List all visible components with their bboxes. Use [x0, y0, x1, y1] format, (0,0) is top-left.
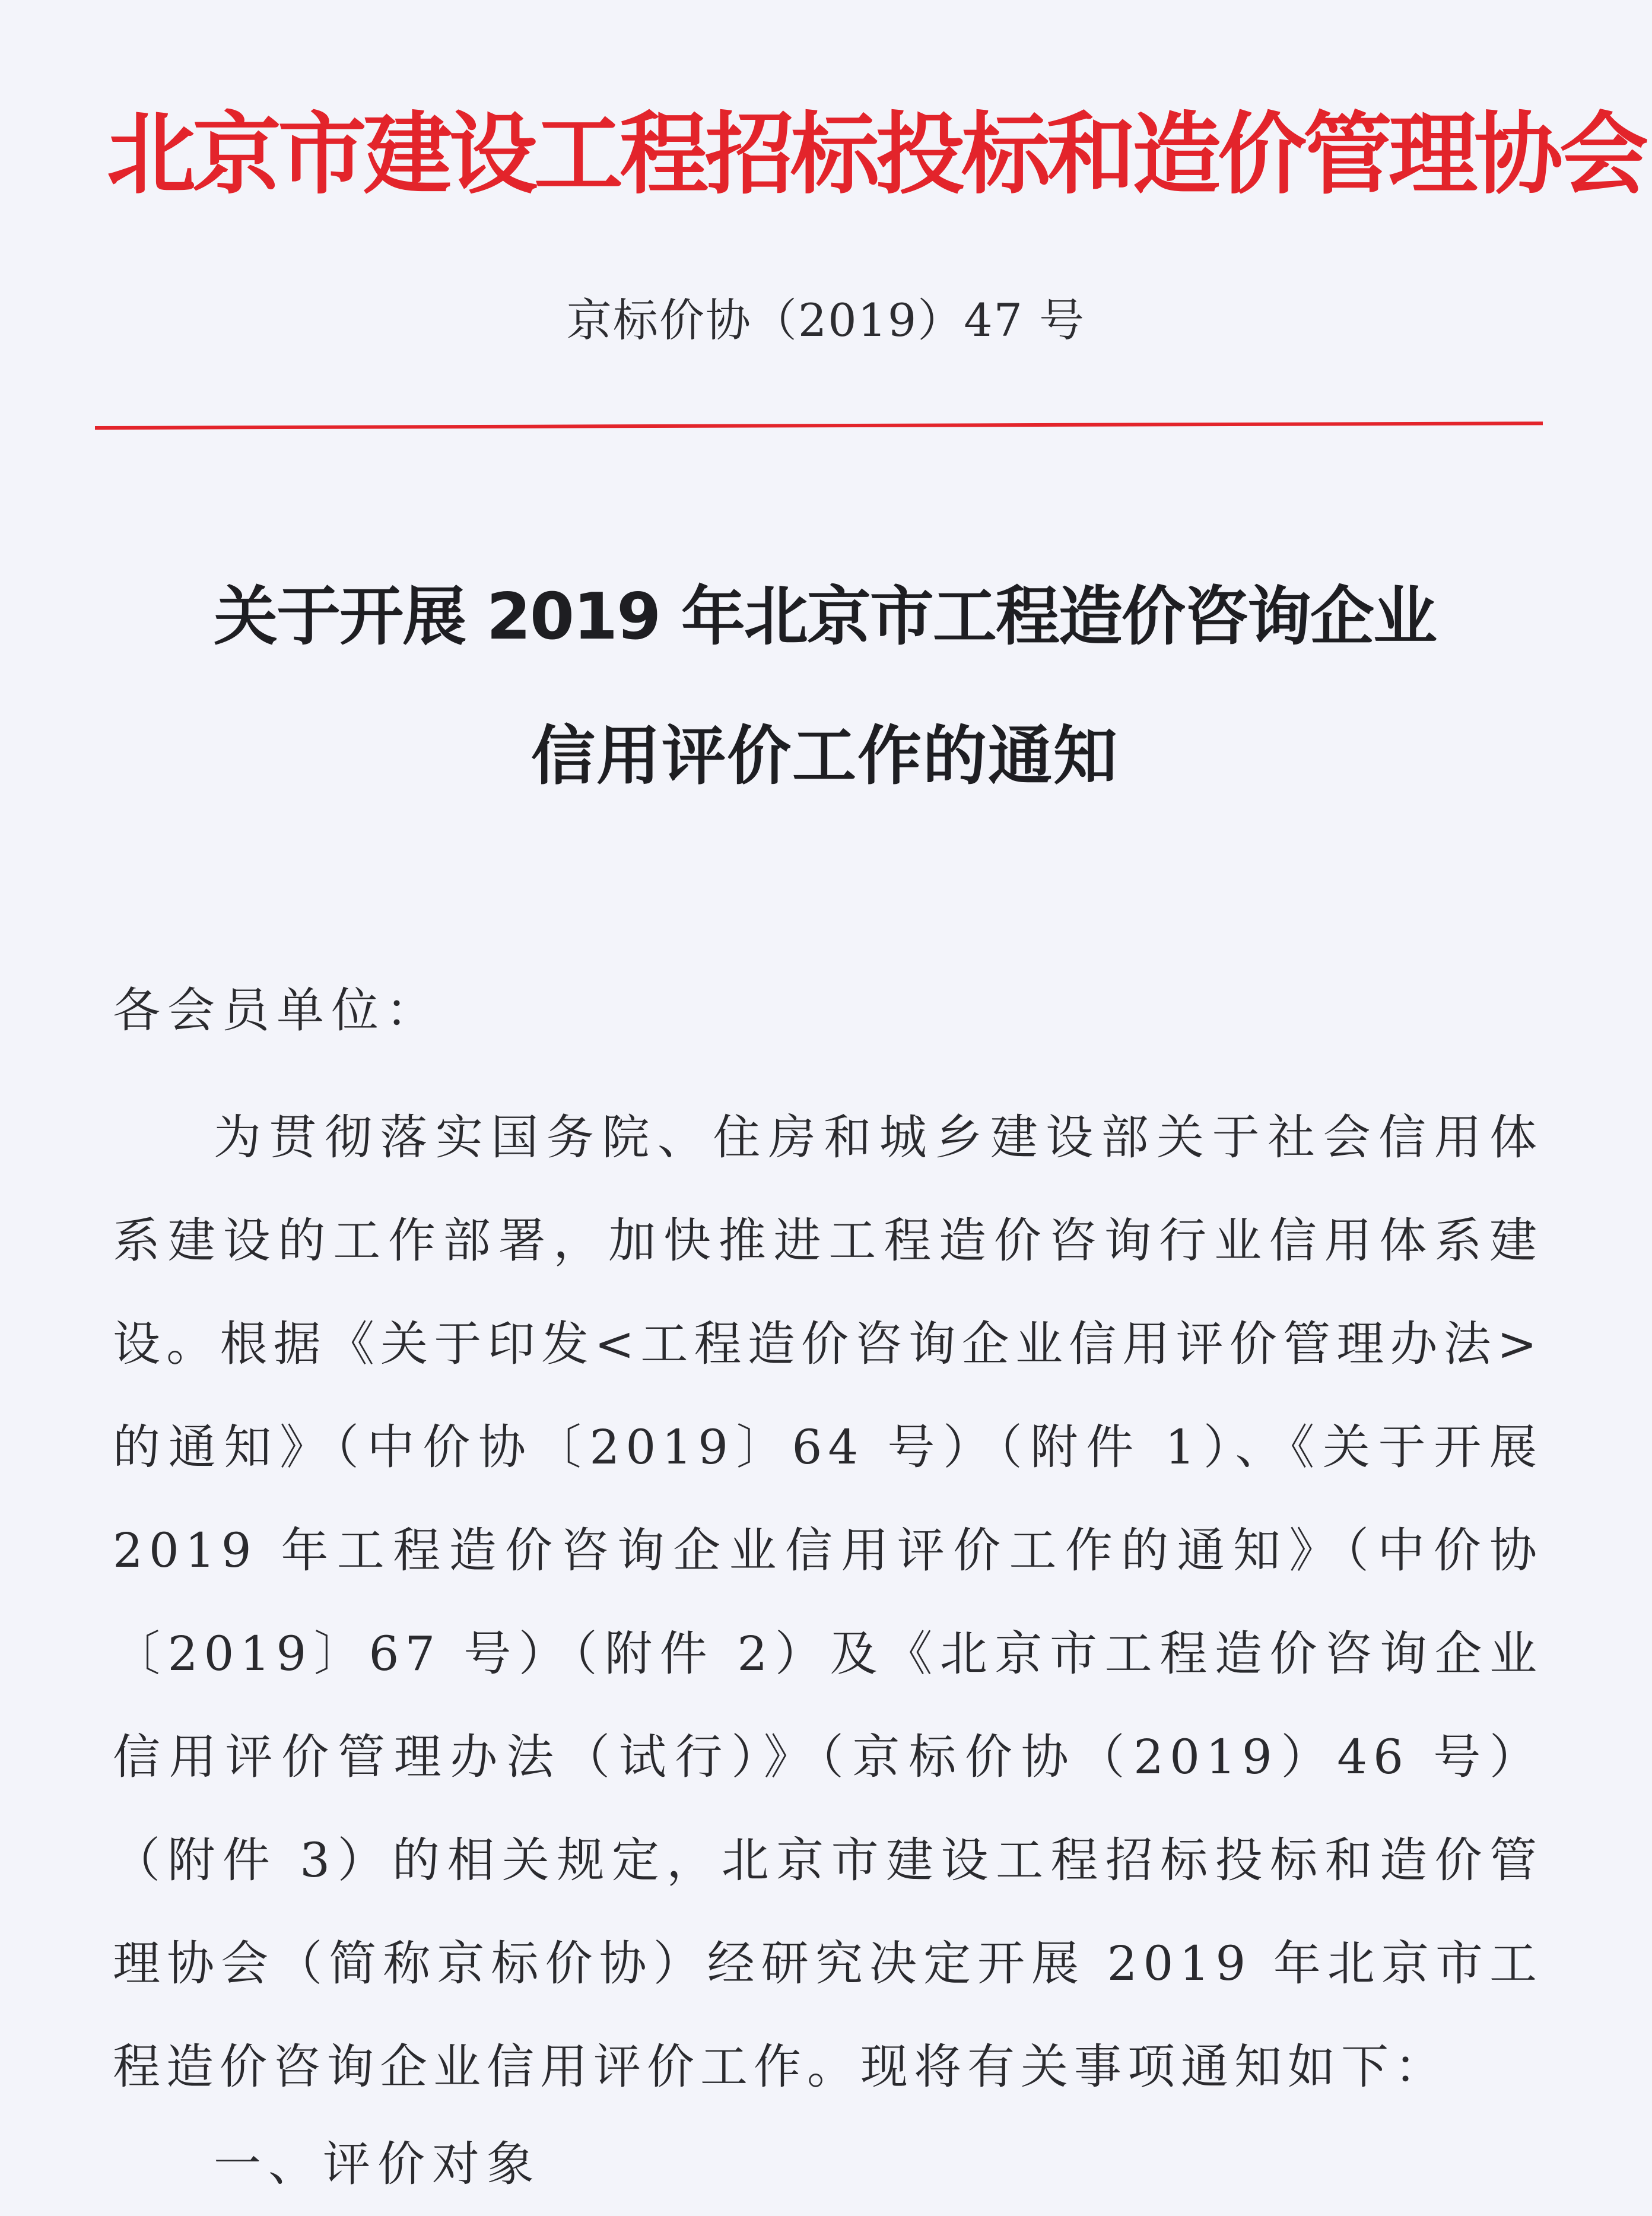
section-heading-evaluation-targets: 一、评价对象 [214, 2136, 541, 2192]
document-number: 京标价协（2019）47 号 [566, 294, 1086, 347]
document-title-line-1: 关于开展 2019 年北京市工程造价咨询企业 [214, 580, 1436, 654]
letterhead-divider [95, 421, 1543, 430]
letterhead-org-name: 北京市建设工程招标投标和造价管理协会 [107, 102, 1645, 207]
body-paragraph: 为贯彻落实国务院、住房和城乡建设部关于社会信用体系建设的工作部署，加快推进工程造价咨询行业信用体系建设。根据《关于印发<工程造价咨询企业信用评价管理办法>的通知》（中价协〔2019〕64 号）（附件 1）、《关于开展 2019 年工程造价咨询企业信用评价工作的通知》（中价协〔2019〕67 号）（附件 2）及《北京市工程造价咨询企业信用评价管理办法（试行）》（京标价协（2019）46 号）（附件 3）的相关规定，北京市建设工程招标投标和造价管理协会（简称京标价协）经研究决定开展 2019 年北京市工程造价咨询企业信用评价工作。现将有关事项通知如下： [113, 1110, 1543, 2094]
salutation: 各会员单位： [113, 983, 440, 1038]
document-title-line-2: 信用评价工作的通知 [530, 719, 1119, 793]
